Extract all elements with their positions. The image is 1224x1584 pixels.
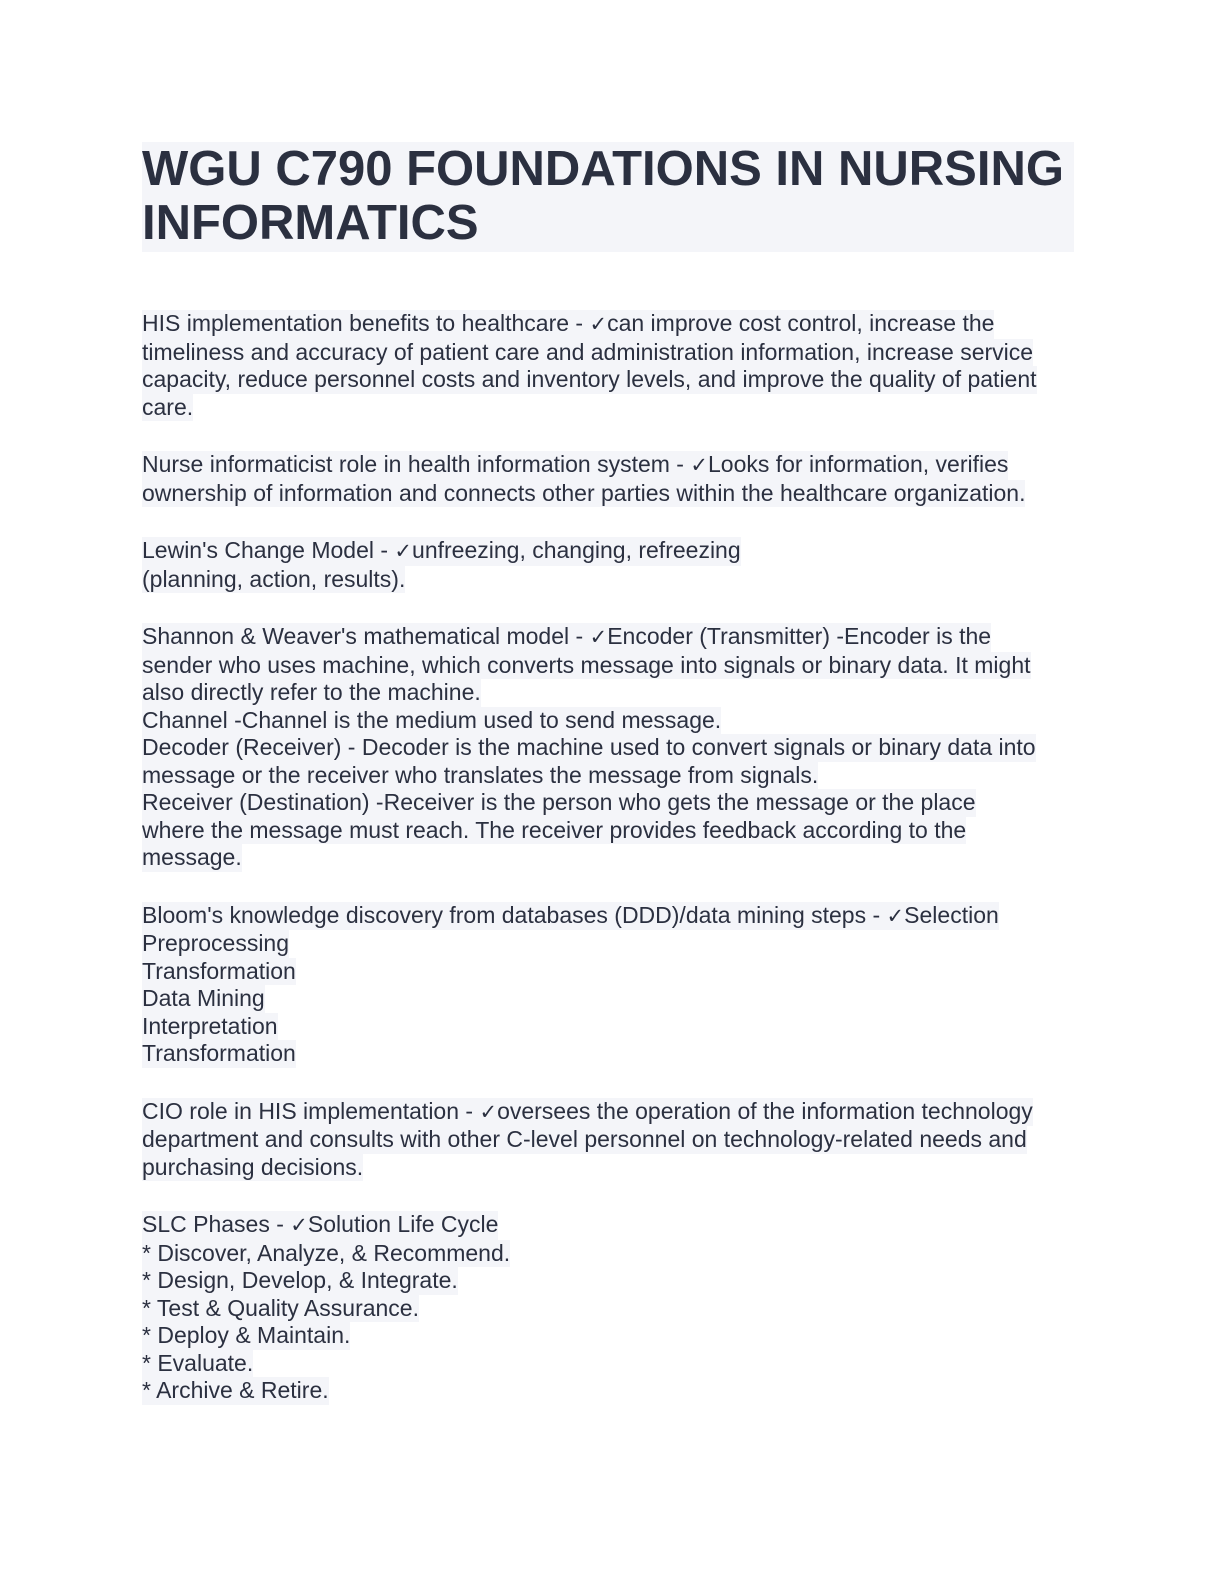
entry-answer-line — [142, 844, 242, 872]
entry-answer-text: ownership of information and connects other parties within the healthcare organization. — [142, 479, 1026, 506]
entry-answer-text: message or the receiver who translates the message from signals. — [142, 761, 819, 788]
entry-answer-text: * Test & Quality Assurance. — [142, 1294, 419, 1321]
entry-answer-text: Encoder (Transmitter) -Encoder is the — [607, 623, 992, 649]
entry-answer-text: Transformation — [142, 957, 296, 984]
entry-answer-text: can improve cost control, increase the — [607, 310, 995, 336]
entry-answer-text: care. — [142, 393, 194, 420]
entry-answer-text: Data Mining — [142, 985, 265, 1011]
check-mark-icon: ✓ — [479, 1099, 498, 1124]
entry-answer-text: department and consults with other C-level personnel on technology-related needs and — [142, 1126, 1027, 1152]
entry-answer-line — [142, 1013, 278, 1041]
entry-answer-line — [142, 734, 1036, 762]
entry-answer-line — [142, 930, 289, 958]
entry-answer-line — [142, 707, 721, 735]
flashcard-entry — [142, 1211, 1074, 1405]
entry-term: Lewin's Change Model - — [142, 537, 395, 563]
entry-answer-line — [142, 1267, 458, 1295]
entry-answer-text: purchasing decisions. — [142, 1153, 364, 1180]
entry-first-line — [142, 623, 991, 652]
entry-answer-line — [142, 1377, 329, 1405]
entry-answer-text: also directly refer to the machine. — [142, 679, 481, 705]
entry-first-line — [142, 1098, 1033, 1127]
entry-answer-line — [142, 339, 1033, 367]
entry-answer-line — [142, 1240, 510, 1268]
entry-answer-text: sender who uses machine, which converts message into signals or binary data. It might — [142, 651, 1031, 678]
entry-answer-text: Solution Life Cycle — [307, 1211, 499, 1237]
check-mark-icon: ✓ — [394, 539, 413, 563]
entry-term: HIS implementation benefits to healthcare - — [142, 310, 590, 336]
check-mark-icon: ✓ — [589, 312, 608, 336]
flashcard-entry — [142, 537, 1074, 593]
entry-answer-line — [142, 1322, 350, 1350]
flashcard-entry — [142, 902, 1074, 1068]
entry-answer-text: Decoder (Receiver) - Decoder is the machine used to convert signals or binary data into — [142, 734, 1036, 760]
entry-answer-text: Channel -Channel is the medium used to send message. — [142, 706, 722, 733]
entry-answer-line — [142, 762, 818, 790]
entry-answer-text: message. — [142, 844, 242, 870]
entry-answer-line — [142, 366, 1037, 394]
entry-answer-text: Interpretation — [142, 1012, 278, 1039]
check-mark-icon: ✓ — [690, 453, 708, 477]
entry-answer-line — [142, 679, 481, 707]
entry-first-line — [142, 902, 999, 931]
entry-answer-line — [142, 394, 193, 422]
title-block — [142, 142, 1074, 252]
flashcard-entry — [142, 1098, 1074, 1182]
entry-answer-text: Looks for information, verifies — [707, 451, 1009, 477]
entry-answer-text: timeliness and accuracy of patient care and administration information, increase service — [142, 338, 1034, 365]
entry-term: SLC Phases - — [142, 1211, 291, 1237]
entry-answer-text: unfreezing, changing, refreezing — [412, 537, 741, 563]
entry-first-line — [142, 451, 1008, 480]
entry-answer-text: Selection — [904, 901, 999, 928]
entry-answer-text: where the message must reach. The receiver provides feedback according to the — [142, 816, 967, 843]
entry-answer-text: (planning, action, results). — [142, 565, 406, 592]
entry-answer-line — [142, 1295, 419, 1323]
entry-first-line — [142, 310, 994, 339]
entry-answer-text: Transformation — [142, 1040, 296, 1066]
entry-answer-line — [142, 1126, 1027, 1154]
flashcard-entry — [142, 451, 1074, 507]
page-title: WGU C790 FOUNDATIONS IN NURSING INFORMATICS — [142, 142, 1064, 250]
entry-term: CIO role in HIS implementation - — [142, 1097, 480, 1124]
entry-answer-text: * Evaluate. — [142, 1349, 254, 1376]
entry-first-line — [142, 1211, 498, 1240]
flashcard-entry — [142, 623, 1074, 872]
entry-term: Shannon & Weaver's mathematical model - — [142, 623, 590, 649]
check-mark-icon: ✓ — [589, 625, 608, 649]
flashcard-list — [142, 310, 1074, 1405]
entry-answer-text: * Archive & Retire. — [142, 1377, 329, 1403]
check-mark-icon: ✓ — [290, 1213, 308, 1237]
entry-term: Bloom's knowledge discovery from databases (DDD)/data mining steps - — [142, 901, 887, 928]
entry-answer-line — [142, 566, 405, 594]
entry-answer-text: * Discover, Analyze, & Recommend. — [142, 1239, 511, 1266]
entry-answer-line — [142, 480, 1025, 508]
entry-answer-line — [142, 1040, 296, 1068]
check-mark-icon: ✓ — [886, 903, 905, 928]
entry-answer-line — [142, 1350, 253, 1378]
document-page — [142, 142, 1074, 1435]
entry-answer-line — [142, 652, 1031, 680]
flashcard-entry — [142, 310, 1074, 421]
entry-answer-line — [142, 958, 296, 986]
entry-answer-text: * Deploy & Maintain. — [142, 1322, 351, 1348]
entry-answer-text: capacity, reduce personnel costs and inventory levels, and improve the quality of patient — [142, 366, 1037, 392]
entry-term: Nurse informaticist role in health information system - — [142, 451, 691, 477]
entry-answer-line — [142, 1154, 363, 1182]
entry-answer-text: Preprocessing — [142, 930, 290, 956]
entry-answer-text: Receiver (Destination) -Receiver is the person who gets the message or the place — [142, 789, 976, 815]
entry-answer-line — [142, 817, 966, 845]
entry-answer-line — [142, 985, 265, 1013]
entry-answer-text: oversees the operation of the information technology — [497, 1097, 1033, 1124]
entry-first-line — [142, 537, 741, 566]
entry-answer-line — [142, 789, 976, 817]
entry-answer-text: * Design, Develop, & Integrate. — [142, 1267, 458, 1293]
